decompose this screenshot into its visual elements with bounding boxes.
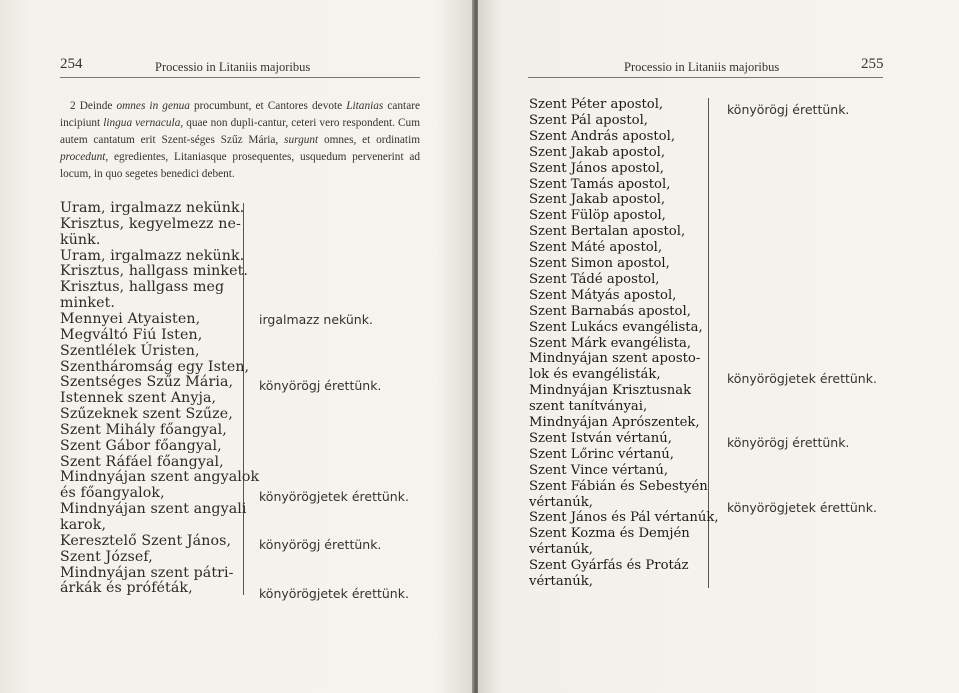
litany-line: Szent János apostol,	[529, 160, 664, 176]
litany-line: Szent Fábián és Sebestyén	[529, 478, 708, 494]
litany-line: Szent Gyárfás és Protáz	[529, 558, 689, 574]
rubric-run: quae non dupli-cantur, ceteri vero respondent. Cum autem cantatum erit Szent-séges Szűz Mária,	[60, 117, 420, 146]
litany-line: Mindnyájan szent angyalok	[60, 469, 260, 486]
litany-line: Szent Jakab apostol,	[529, 192, 666, 208]
rubric-run: cantare incipiunt	[60, 100, 420, 129]
left-page-number: 254	[60, 56, 83, 72]
litany-line: vértanúk,	[529, 542, 593, 558]
litany-line: Szent Tamás apostol,	[529, 176, 671, 192]
litany-line: Krisztus, kegyelmezz ne-	[60, 215, 241, 232]
rubric-run: Litanias	[346, 100, 384, 112]
litany-line: Szent Márk evangélista,	[529, 335, 692, 351]
litany-line: Szent János és Pál vértanúk,	[529, 510, 719, 526]
litany-line: Szent Fülöp apostol,	[529, 208, 666, 224]
litany-line: karok,	[60, 517, 107, 533]
left-response-3: könyörögjetek érettünk.	[259, 489, 409, 504]
litany-line: Krisztus, hallgass meg	[60, 279, 225, 296]
right-header-rule	[528, 77, 883, 78]
litany-line: Mindnyájan Aprószentek,	[529, 415, 700, 430]
litany-line: Krisztus, hallgass minket.	[60, 263, 249, 280]
litany-line: Keresztelő Szent János,	[60, 532, 232, 549]
litany-line: Szent Jakab apostol,	[529, 144, 666, 160]
litany-line: künk.	[60, 231, 101, 248]
litany-line: Szentséges Szűz Mária,	[60, 374, 234, 391]
left-response-2: könyörögj érettünk.	[259, 378, 382, 393]
litany-line: Szent Péter apostol,	[529, 97, 664, 112]
litany-line: Szent Simon apostol,	[529, 256, 670, 271]
rubric-run: lingua vernacula,	[103, 117, 184, 129]
right-running-header: Processio in Litaniis majoribus	[624, 60, 780, 74]
rubric-run: surgunt	[284, 134, 319, 146]
litany-line: szent tanítványai,	[529, 399, 648, 415]
litany-line: Szent András apostol,	[529, 128, 676, 144]
litany-line: vértanúk,	[529, 494, 593, 510]
left-response-1: irgalmazz nekünk.	[259, 312, 373, 327]
left-response-4: könyörögj érettünk.	[259, 537, 382, 552]
litany-line: Mindnyájan Krisztusnak	[529, 383, 692, 399]
rubric-run: egredientes, Litaniasque prosequentes, usquedum pervenerint ad locum, in quo segetes benedici debent.	[60, 151, 420, 180]
litany-line: Megváltó Fiú Isten,	[60, 326, 203, 343]
litany-line: és főangyalok,	[60, 485, 165, 502]
rubric-text	[60, 98, 420, 183]
litany-line: Mennyei Atyaisten,	[60, 310, 201, 327]
rubric-run: omnes in genua	[116, 100, 190, 112]
litany-line: Szent Vince vértanú,	[529, 462, 669, 478]
litany-line: Szent Pál apostol,	[529, 112, 648, 128]
litany-line: Szent Gábor főangyal,	[60, 437, 222, 454]
litany-line: Szent Ráfáel főangyal,	[60, 453, 224, 470]
litany-line: Szent Máté apostol,	[529, 240, 663, 256]
left-response-5: könyörögjetek érettünk.	[259, 586, 409, 601]
litany-line: Szent Mihály főangyal,	[60, 421, 227, 438]
litany-line: Szent Lőrinc vértanú,	[529, 446, 674, 462]
rubric-run: procumbunt, et Cantores devote	[189, 100, 347, 112]
litany-line: árkák és próféták,	[60, 580, 193, 597]
right-response-1: könyörögj érettünk.	[727, 102, 850, 117]
litany-line: Szent Lukács evangélista,	[529, 319, 703, 335]
litany-line: lok és evangélisták,	[529, 367, 661, 383]
litany-line: Szent Bertalan apostol,	[529, 224, 686, 240]
right-response-2: könyörögjetek érettünk.	[727, 371, 877, 386]
litany-line: Uram, irgalmazz nekünk.	[60, 200, 245, 216]
litany-line: Szent Kozma és Demjén	[529, 526, 690, 542]
litany-line: Mindnyájan szent aposto-	[529, 351, 701, 367]
rubric-run: 2 Deinde	[70, 100, 117, 112]
right-response-4: könyörögjetek érettünk.	[727, 500, 877, 515]
rubric-paragraph	[60, 98, 420, 183]
rubric-run: procedunt,	[60, 151, 109, 163]
litany-line: Szent Mátyás apostol,	[529, 287, 677, 303]
left-running-header: Processio in Litaniis majoribus	[155, 60, 311, 74]
right-response-3: könyörögj érettünk.	[727, 435, 850, 450]
litany-line: minket.	[60, 295, 116, 312]
litany-line: Mindnyájan szent pátri-	[60, 564, 234, 581]
litany-line: Szentlélek Úristen,	[60, 342, 200, 359]
litany-line: Szent Barnabás apostol,	[529, 303, 691, 319]
litany-line: Szentháromság egy Isten,	[60, 358, 250, 375]
litany-line: Szent István vértanú,	[529, 430, 672, 446]
rubric-run: omnes, et ordinatim	[318, 134, 420, 146]
left-header-rule	[60, 77, 420, 78]
litany-line: Istennek szent Anyja,	[60, 390, 217, 407]
right-page-number: 255	[861, 56, 884, 72]
litany-line: Mindnyájan szent angyali	[60, 501, 247, 518]
litany-line: Szent József,	[60, 548, 153, 565]
litany-line: Szűzeknek szent Szűze,	[60, 406, 233, 423]
litany-line: vértanúk,	[529, 574, 593, 589]
litany-line: Szent Tádé apostol,	[529, 271, 660, 287]
left-page	[0, 0, 474, 693]
litany-line: Uram, irgalmazz nekünk.	[60, 247, 245, 264]
